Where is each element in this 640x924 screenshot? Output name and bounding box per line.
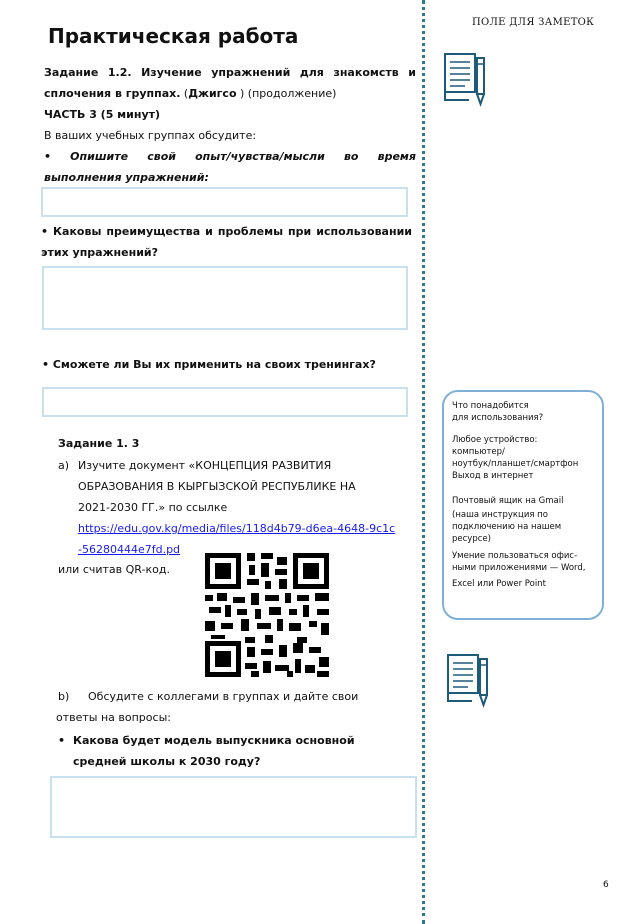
- req-line-2: для использования?: [452, 413, 544, 423]
- req-line-5: ноутбук/планшет/смартфон: [452, 459, 579, 469]
- notes-field-title: ПОЛЕ ДЛЯ ЗАМЕТОК: [472, 17, 595, 28]
- req-line-6: Выход в интернет: [452, 471, 534, 481]
- answer-box-2[interactable]: [42, 266, 408, 330]
- concept-document-link[interactable]: https://edu.gov.kg/media/files/118d4b79-d6ea-4648-9c1c-56280444e7fd.pd: [78, 522, 396, 556]
- answer-box-3[interactable]: [42, 387, 408, 417]
- requirements-text: [452, 400, 600, 590]
- notes-divider: [422, 0, 425, 924]
- document-pen-icon: [443, 52, 489, 110]
- paren-open: (: [180, 87, 189, 100]
- continuation-label: ) (продолжение): [236, 87, 337, 100]
- req-line-9: Умение пользоваться офис-ными приложениями — Word,: [452, 551, 586, 573]
- req-line-1: Что понадобится: [452, 401, 529, 411]
- req-line-7: Почтовый ящик на Gmail: [452, 496, 564, 506]
- page-title: Практическая работа: [48, 24, 299, 48]
- question-2: • Каковы преимущества и проблемы при использовании этих упражнений?: [41, 225, 412, 259]
- task-1-2-heading-bold: Задание 1.2. Изучение упражнений для знакомств и сплочения в группах.: [44, 66, 416, 100]
- document-pen-icon-2: [446, 653, 492, 711]
- question-3: • Сможете ли Вы их применить на своих тренингах?: [42, 358, 376, 371]
- bullet-marker: •: [58, 734, 66, 747]
- graduate-model-question: Какова будет модель выпускника основной средней школы к 2030 году?: [73, 734, 355, 768]
- jigsaw-label: Джигсо: [188, 87, 237, 100]
- req-line-3: Любое устройство:: [452, 435, 538, 445]
- task-1-2-heading: [44, 62, 416, 104]
- item-a-text: Изучите документ «КОНЦЕПЦИЯ РАЗВИТИЯ ОБРАЗОВАНИЯ В КЫРГЫЗСКОЙ РЕСПУБЛИКЕ НА 2021-2030 ГГ.» по ссылке: [78, 459, 356, 514]
- item-a-marker: a): [58, 459, 70, 472]
- answer-box-4[interactable]: [50, 776, 417, 838]
- req-line-4: компьютер/: [452, 447, 505, 457]
- answer-box-1[interactable]: [41, 187, 408, 217]
- discuss-instruction: В ваших учебных группах обсудите:: [44, 129, 257, 142]
- item-b-text: Обсудите с коллегами в группах и дайте свои ответы на вопросы:: [56, 690, 359, 724]
- qr-code-image: [205, 553, 329, 677]
- req-line-8: (наша инструкция по подключению на нашем ресурсе): [452, 510, 562, 544]
- task-1-3-heading: Задание 1. 3: [58, 437, 140, 450]
- item-b-marker: b): [58, 690, 70, 703]
- qr-instruction: или считав QR-код.: [58, 563, 170, 576]
- question-1: • Опишите свой опыт/чувства/мысли во время выполнения упражнений:: [44, 150, 416, 184]
- req-line-10: Excel или Power Point: [452, 579, 546, 589]
- page-number: 6: [603, 880, 609, 890]
- part-3-heading: ЧАСТЬ 3 (5 минут): [44, 108, 161, 121]
